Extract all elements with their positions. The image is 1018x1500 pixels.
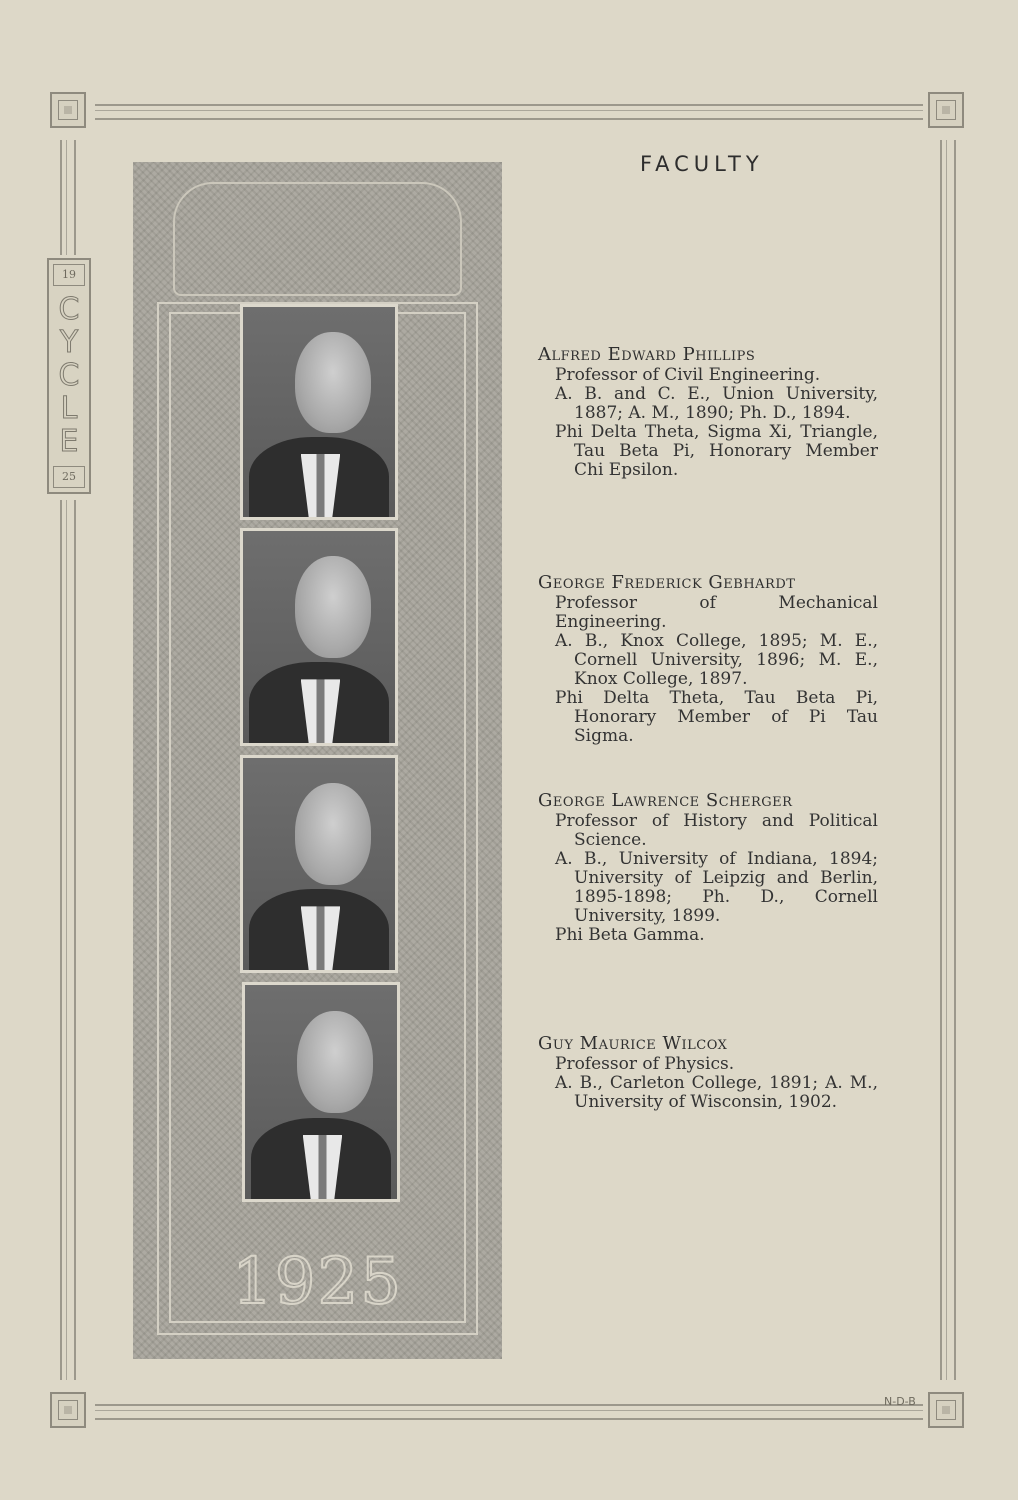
faculty-position: Professor of History and Political Science. — [555, 811, 878, 850]
faculty-name: Guy Maurice Wilcox — [538, 1033, 728, 1054]
badge-letter: Y — [59, 325, 79, 361]
badge-letters — [53, 294, 85, 458]
engraver-mark: N-D-B — [884, 1395, 916, 1408]
faculty-societies: Phi Delta Theta, Sigma Xi, Triangle, Tau Beta Pi, Honorary Member Chi Epsilon. — [555, 422, 878, 480]
faculty-name: George Lawrence Scherger — [538, 790, 793, 811]
portrait-scherger — [240, 755, 398, 973]
cycle-side-badge — [47, 258, 91, 494]
faculty-position: Professor of Mechanical Engineering. — [555, 593, 878, 632]
faculty-degrees: A. B., Knox College, 1895; M. E., Cornell University, 1896; M. E., Knox College, 1897. — [555, 631, 878, 689]
badge-letter: E — [59, 423, 79, 459]
faculty-degrees: A. B. and C. E., Union University, 1887; A. M., 1890; Ph. D., 1894. — [555, 384, 878, 423]
corner-ornament-top-right — [928, 92, 964, 128]
page-border-top — [95, 104, 923, 120]
faculty-entry-wilcox — [538, 1033, 878, 1112]
badge-year-bottom: 25 — [53, 466, 85, 488]
portrait-gebhardt — [240, 528, 398, 746]
faculty-entry-gebhardt — [538, 572, 878, 746]
faculty-societies: Phi Beta Gamma. — [555, 925, 705, 945]
faculty-entry-scherger — [538, 790, 878, 945]
page-border-left — [60, 140, 76, 255]
faculty-degrees: A. B., Carleton College, 1891; A. M., University of Wisconsin, 1902. — [555, 1073, 878, 1112]
corner-ornament-bottom-left — [50, 1392, 86, 1428]
faculty-position: Professor of Physics. — [555, 1054, 735, 1074]
corner-ornament-top-left — [50, 92, 86, 128]
corner-ornament-bottom-right — [928, 1392, 964, 1428]
portrait-wilcox — [242, 982, 400, 1202]
page-border-right — [940, 140, 956, 1380]
faculty-name: Alfred Edward Phillips — [538, 344, 756, 365]
portrait-phillips — [240, 304, 398, 520]
badge-year-top: 19 — [53, 264, 85, 286]
badge-letter: C — [58, 292, 80, 328]
panel-year: 1925 — [232, 1245, 403, 1319]
badge-letter: C — [58, 357, 80, 393]
faculty-name: George Frederick Gebhardt — [538, 572, 796, 593]
page-border-left-lower — [60, 500, 76, 1380]
faculty-position: Professor of Civil Engineering. — [555, 365, 821, 385]
panel-crest — [173, 182, 462, 296]
badge-letter: L — [60, 390, 78, 426]
page-border-bottom — [95, 1404, 923, 1420]
page-title: FACULTY — [640, 152, 764, 176]
faculty-societies: Phi Delta Theta, Tau Beta Pi, Honorary Member of Pi Tau Sigma. — [555, 688, 878, 746]
faculty-degrees: A. B., University of Indiana, 1894; University of Leipzig and Berlin, 1895-1898; Ph. D., Cornell University, 1899. — [555, 849, 878, 926]
faculty-entry-phillips — [538, 344, 878, 480]
